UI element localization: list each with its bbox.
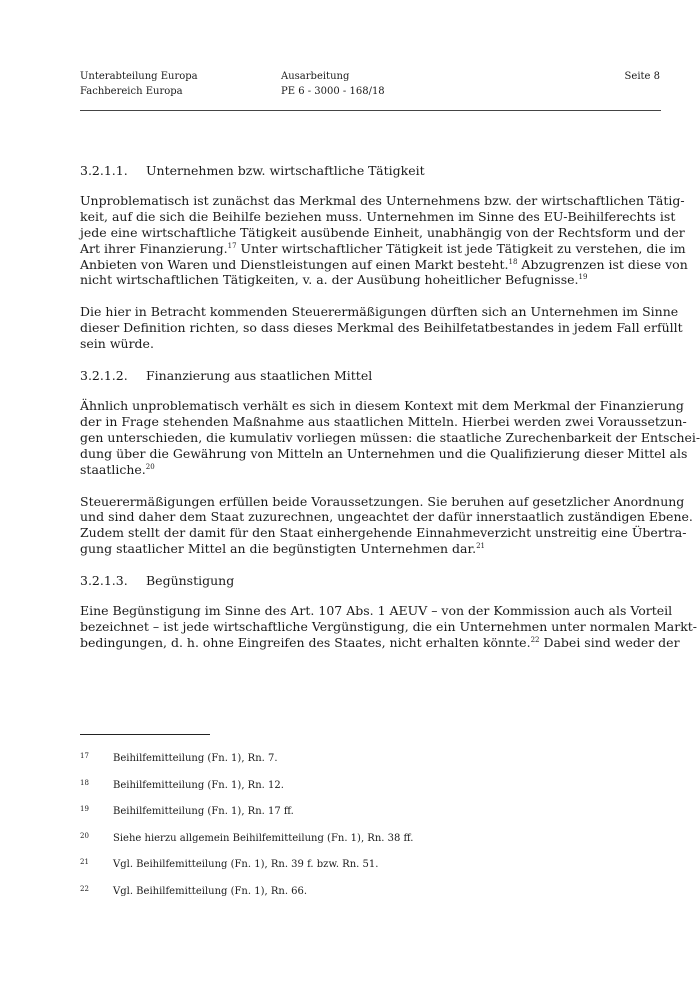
section-number: 3.2.1.1.: [80, 163, 128, 178]
header-doc-reference: PE 6 - 3000 - 168/18: [281, 85, 385, 97]
footnote-separator: [80, 734, 210, 735]
text-segment: Unter wirtschaftlicher Tätigkeit ist jede Tätigkeit zu verstehen, die im: [236, 240, 686, 256]
header-department: [80, 70, 198, 99]
footnote-ref-18[interactable]: 18: [508, 257, 518, 266]
footnote-ref-20[interactable]: 20: [145, 462, 155, 471]
header-division: Fachbereich Europa: [80, 85, 183, 97]
text-line: dieser Definition richten, so dass dieses Merkmal des Beihilfetatbestandes in jedem Fall erfüllt: [80, 320, 683, 336]
document-body: [80, 163, 700, 667]
text-line: [80, 541, 661, 557]
text-segment: nicht wirtschaftlichen Tätigkeiten, v. a. der Ausübung hoheitlicher Befugnisse.: [80, 272, 579, 288]
section-number: 3.2.1.3.: [80, 573, 128, 589]
text-line: und sind daher dem Staat zuzurechnen, ungeachtet der dafür innerstaatlich zuständigen Ebene.: [80, 509, 693, 525]
paragraph: [80, 397, 700, 478]
footnote-number: 22: [80, 884, 89, 893]
paragraph: [80, 192, 688, 288]
text-line: [80, 634, 680, 651]
footnote-ref-21[interactable]: 21: [476, 542, 485, 551]
section-title: Finanzierung aus staatlichen Mittel: [146, 368, 373, 384]
footnote-text: Beihilfemitteilung (Fn. 1), Rn. 17 ff.: [113, 806, 294, 817]
text-line: Steuerermäßigungen erfüllen beide Voraussetzungen. Sie beruhen auf gesetzlicher Anordnung: [80, 493, 685, 509]
footnote: [80, 885, 413, 912]
text-segment: bedingungen, d. h. ohne Eingreifen des Staates, nicht erhalten könnte.: [80, 634, 531, 650]
section-title: Begünstigung: [146, 573, 235, 589]
footnote-ref-17[interactable]: 17: [227, 241, 237, 250]
paragraph: [80, 304, 683, 352]
paragraph: [80, 603, 698, 651]
section-number: 3.2.1.2.: [80, 368, 128, 384]
text-line: Die hier in Betracht kommenden Steuerermäßigungen dürften sich an Unternehmen im Sinne: [80, 304, 679, 320]
section-heading-3-2-1-1: [80, 163, 661, 179]
text-segment: staatliche.: [80, 461, 146, 477]
footnote-number: 20: [80, 831, 89, 840]
text-line: Zudem stellt der damit für den Staat einhergehende Einnahmeverzicht unstreitig eine Übertra-: [80, 525, 687, 541]
text-segment: Art ihrer Finanzierung.: [80, 240, 228, 256]
header-document-info: [281, 70, 385, 99]
footnote-text: Vgl. Beihilfemitteilung (Fn. 1), Rn. 66.: [113, 885, 308, 897]
footnote-text: Vgl. Beihilfemitteilung (Fn. 1), Rn. 39 f. bzw. Rn. 51.: [113, 859, 379, 870]
text-line: der in Frage stehenden Maßnahme aus staatlichen Mitteln. Hierbei werden zwei Voraussetzun-: [80, 413, 687, 429]
text-line: gen unterschieden, die kumulativ vorliegen müssen: die staatliche Zurechenbarkeit der Entschei-: [80, 429, 700, 445]
footnote-ref-22[interactable]: 22: [530, 635, 540, 644]
header-page-number: [625, 70, 660, 85]
footnotes: [80, 752, 413, 911]
section-title: Unternehmen bzw. wirtschaftliche Tätigkeit: [146, 163, 425, 178]
text-line: [80, 462, 661, 478]
text-segment: Abzugrenzen ist diese von: [517, 256, 688, 272]
footnote: [80, 858, 413, 885]
text-line: [80, 256, 688, 273]
text-line: [80, 240, 686, 257]
section-heading-3-2-1-3: [80, 573, 661, 589]
text-line: Eine Begünstigung im Sinne des Art. 107 Abs. 1 AEUV – von der Kommission auch als Vorteil: [80, 603, 673, 619]
footnote: [80, 752, 413, 779]
page-number: Seite 8: [624, 71, 660, 82]
footnote: [80, 832, 413, 859]
header-doc-type: Ausarbeitung: [281, 71, 350, 82]
footnote-number: 19: [80, 805, 89, 813]
header-subdepartment: Unterabteilung Europa: [80, 71, 198, 82]
text-line: Unproblematisch ist zunächst das Merkmal des Unternehmens bzw. der wirtschaftlichen Tätig-: [80, 192, 685, 208]
header-divider: [80, 110, 661, 111]
text-line: jede eine wirtschaftliche Tätigkeit ausübende Einheit, unabhängig von der Rechtsform und der: [80, 224, 685, 240]
text-line: [80, 272, 661, 288]
footnote-text: Siehe hierzu allgemein Beihilfemitteilung (Fn. 1), Rn. 38 ff.: [113, 832, 414, 844]
footnote-number: 21: [80, 858, 89, 866]
text-line: keit, auf die sich die Beihilfe beziehen muss. Unternehmen im Sinne des EU-Beihilferechts ist: [80, 208, 676, 224]
text-line: bezeichnet – ist jede wirtschaftliche Vergünstigung, die ein Unternehmen unter normalen Markt-: [80, 618, 698, 634]
text-segment: Anbieten von Waren und Dienstleistungen auf einen Markt besteht.: [80, 256, 509, 272]
text-line: Ähnlich unproblematisch verhält es sich in diesem Kontext mit dem Merkmal der Finanzierung: [80, 397, 684, 413]
text-segment: Dabei sind weder der: [539, 634, 680, 650]
text-line: sein würde.: [80, 336, 154, 352]
text-segment: gung staatlicher Mittel an die begünstigten Unternehmen dar.: [80, 541, 477, 557]
footnote-text: Beihilfemitteilung (Fn. 1), Rn. 12.: [113, 779, 284, 791]
footnote: [80, 805, 413, 832]
section-heading-3-2-1-2: [80, 368, 661, 384]
text-line: dung über die Gewährung von Mitteln an Unternehmen und die Qualifizierung dieser Mittel als: [80, 445, 688, 461]
footnote: [80, 779, 413, 806]
footnote-number: 18: [80, 778, 89, 787]
footnote-ref-19[interactable]: 19: [578, 273, 588, 282]
footnote-text: Beihilfemitteilung (Fn. 1), Rn. 7.: [113, 753, 278, 764]
footnote-number: 17: [80, 752, 89, 760]
paragraph: [80, 493, 693, 558]
